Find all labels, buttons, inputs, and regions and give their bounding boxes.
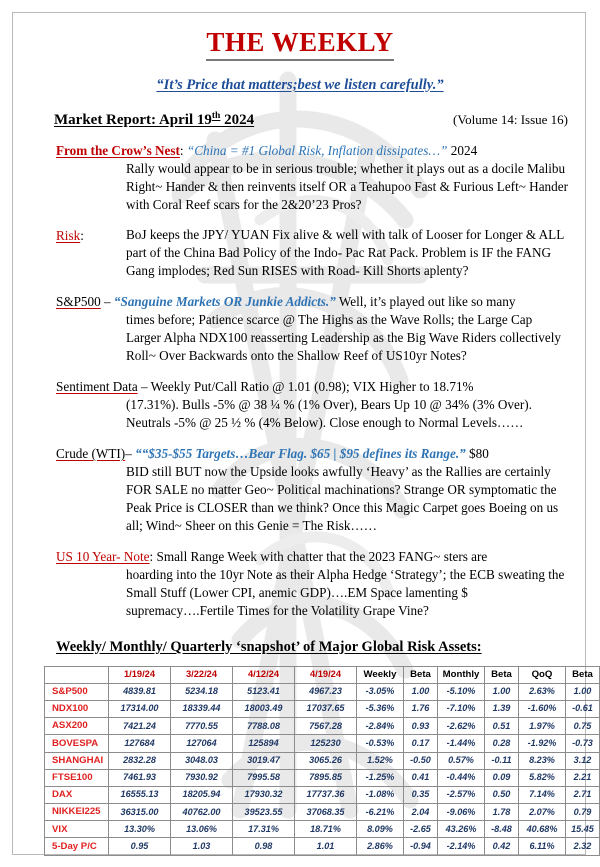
section-body: Rally would appear to be in serious trouble; whether it plays out as a docile Malibu Right~ Hander & then reinvents itself OR a Teahupoo Fast & Furious Left~ Hander with Coral Reef scars for the 2&20’23 Pros? — [126, 160, 568, 212]
table-cell-value: 13.30% — [109, 821, 171, 838]
table-cell-value: 0.98 — [233, 838, 295, 855]
table-row-label: ASX200 — [45, 718, 109, 735]
table-cell-value: 125230 — [295, 735, 357, 752]
section-separator: – — [125, 445, 136, 461]
table-row — [45, 735, 600, 752]
table-cell-value: 5123.41 — [233, 683, 295, 700]
masthead — [26, 28, 574, 61]
table-row-label: NIKKEI225 — [45, 804, 109, 821]
table-header-row — [45, 666, 600, 683]
table-cell-value: -0.53% — [357, 735, 404, 752]
table-cell-value: 0.42 — [485, 838, 519, 855]
table-cell-value: 17.31% — [233, 821, 295, 838]
table-row-label: S&P500 — [45, 683, 109, 700]
table-row-label: VIX — [45, 821, 109, 838]
report-title-ordinal: th — [211, 110, 221, 121]
table-header-date: 3/22/24 — [171, 666, 233, 683]
table-cell-value: 2.04 — [404, 804, 438, 821]
table-cell-value: 3048.03 — [171, 752, 233, 769]
table-cell-value: 1.76 — [404, 700, 438, 717]
section-quote: “Sanguine Markets OR Junkie Addicts.” — [113, 294, 336, 310]
section-lead-tail: Weekly Put/Call Ratio @ 1.01 (0.98); VIX Higher to 18.71% — [150, 379, 474, 395]
table-cell-value: 17737.36 — [295, 786, 357, 803]
table-cell-value: 2832.28 — [109, 752, 171, 769]
section-risk — [26, 227, 574, 281]
table-cell-value: 1.00 — [485, 683, 519, 700]
table-row — [45, 752, 600, 769]
table-cell-value: 7930.92 — [171, 769, 233, 786]
table-cell-value: 2.21 — [566, 769, 600, 786]
section-separator: : — [179, 142, 187, 158]
table-row — [45, 769, 600, 786]
table-cell-value: 15.45 — [566, 821, 600, 838]
table-cell-value: 125894 — [233, 735, 295, 752]
table-cell-value: 0.51 — [485, 718, 519, 735]
section-body: hoarding into the 10yr Note as their Alpha Hedge ‘Strategy’; the ECB sweating the Small Stuff (Lower CPI, anemic GDP)….EM Space lamenting $ supremacy….Fertile Times for the Volatility Grape Vine? — [126, 566, 565, 618]
report-title-prefix: Market Report: April 19 — [54, 111, 212, 128]
section-separator: : — [149, 548, 157, 564]
table-cell-value: -2.57% — [438, 786, 485, 803]
snapshot-table-title: Weekly/ Monthly/ Quarterly ‘snapshot’ of Major Global Risk Assets: — [56, 638, 482, 655]
table-row — [45, 838, 600, 855]
table-cell-value: 0.09 — [485, 769, 519, 786]
section-lead-tail: $80 — [465, 445, 489, 461]
table-cell-value: 0.79 — [566, 804, 600, 821]
table-cell-value: 1.52% — [357, 752, 404, 769]
section-lead-tail: Well, it’s played out like so many — [335, 294, 516, 310]
section-lead-tail: Small Range Week with chatter that the 2023 FANG~ sters are — [156, 548, 488, 564]
section-heading-crude: Crude (WTI) — [56, 445, 126, 461]
table-cell-value: -2.65 — [404, 821, 438, 838]
table-header-metric: Beta — [566, 666, 600, 683]
table-row — [45, 683, 600, 700]
table-cell-value: 18205.94 — [171, 786, 233, 803]
table-cell-value: -1.25% — [357, 769, 404, 786]
table-body — [45, 683, 600, 855]
section-body: BID still BUT now the Upside looks awfully ‘Heavy’ as the Rallies are certainly FOR SALE no matter Geo~ Political machinations? Strange OR symptomatic the Peak Price is CLOSER than we think? Once this Magic Carpet goes Boeing on us all; Wind~ Sheer on this Genie = The Risk…… — [126, 463, 559, 533]
table-cell-value: 2.63% — [519, 683, 566, 700]
table-cell-value: 7995.58 — [233, 769, 295, 786]
table-cell-value: 8.09% — [357, 821, 404, 838]
table-cell-value: -1.08% — [357, 786, 404, 803]
section-body: BoJ keeps the JPY/ YUAN Fix alive & well with talk of Looser for Longer & ALL part of the China Bad Policy of the Indo- Pac Rat Pack. Problem is IF the FANG Gang implodes; Red Sun RISES with Road- Kill Shorts aplenty? — [126, 227, 564, 279]
section-quote: ““$35-$55 Targets…Bear Flag. $65 | $95 defines its Range.” — [135, 445, 466, 461]
table-head — [45, 666, 600, 683]
table-cell-value: -5.36% — [357, 700, 404, 717]
table-cell-value: 1.78 — [485, 804, 519, 821]
table-cell-value: -2.14% — [438, 838, 485, 855]
table-cell-value: 1.03 — [171, 838, 233, 855]
table-cell-value: 0.28 — [485, 735, 519, 752]
section-separator: – — [100, 294, 114, 310]
table-cell-value: 1.00 — [404, 683, 438, 700]
table-cell-value: 3.12 — [566, 752, 600, 769]
table-cell-value: 6.11% — [519, 838, 566, 855]
table-header-metric: Monthly — [438, 666, 485, 683]
section-lead — [56, 378, 570, 396]
section-lead — [56, 142, 570, 160]
section-sentiment — [26, 378, 574, 432]
table-row-label: 5-Day P/C — [45, 838, 109, 855]
table-cell-value: 0.57% — [438, 752, 485, 769]
table-cell-value: -3.05% — [357, 683, 404, 700]
table-cell-value: 0.95 — [109, 838, 171, 855]
table-cell-value: 1.97% — [519, 718, 566, 735]
table-cell-value: -1.44% — [438, 735, 485, 752]
table-cell-value: 7788.08 — [233, 718, 295, 735]
table-cell-value: -2.84% — [357, 718, 404, 735]
report-title-suffix: 2024 — [220, 111, 255, 128]
table-cell-value: 2.71 — [566, 786, 600, 803]
table-cell-value: 18339.44 — [171, 700, 233, 717]
table-cell-value: 127064 — [171, 735, 233, 752]
section-heading-us10y: US 10 Year- Note — [56, 548, 150, 564]
section-quote: “China = #1 Global Risk, Inflation dissipates…” — [186, 142, 448, 158]
table-row — [45, 786, 600, 803]
volume-issue: (Volume 14: Issue 16) — [453, 111, 568, 127]
table-cell-value: 40.68% — [519, 821, 566, 838]
table-header-metric: Beta — [485, 666, 519, 683]
table-row-label: FTSE100 — [45, 769, 109, 786]
section-heading-risk: Risk — [56, 227, 81, 243]
table-row — [45, 700, 600, 717]
table-cell-value: -0.50 — [404, 752, 438, 769]
table-cell-value: -6.21% — [357, 804, 404, 821]
table-cell-value: 0.17 — [404, 735, 438, 752]
table-cell-value: 5.82% — [519, 769, 566, 786]
section-lead-tail: 2024 — [447, 142, 478, 158]
table-cell-value: 7461.93 — [109, 769, 171, 786]
table-cell-value: 4839.81 — [109, 683, 171, 700]
table-cell-value: 7895.85 — [295, 769, 357, 786]
section-body: (17.31%). Bulls -5% @ 38 ¼ % (1% Over), Bears Up 10 @ 34% (3% Over). Neutrals -5% @ 25 ½ % (4% Below). Close enough to Normal Levels…… — [126, 397, 532, 431]
table-cell-value: 43.26% — [438, 821, 485, 838]
table-cell-value: 1.01 — [295, 838, 357, 855]
table-cell-value: 0.50 — [485, 786, 519, 803]
document-content — [0, 28, 600, 856]
table-cell-value: -0.73 — [566, 735, 600, 752]
table-cell-value: -0.94 — [404, 838, 438, 855]
section-us10y — [26, 548, 574, 620]
table-cell-value: 7567.28 — [295, 718, 357, 735]
snapshot-table — [44, 666, 600, 856]
table-cell-value: -1.60% — [519, 700, 566, 717]
table-header-metric: Weekly — [357, 666, 404, 683]
report-title — [54, 111, 254, 129]
table-cell-value: 40762.00 — [171, 804, 233, 821]
table-cell-value: 18.71% — [295, 821, 357, 838]
table-cell-value: -1.92% — [519, 735, 566, 752]
table-cell-value: 0.93 — [404, 718, 438, 735]
tagline-container — [26, 76, 574, 94]
table-header-corner — [45, 666, 109, 683]
table-row-label: SHANGHAI — [45, 752, 109, 769]
table-cell-value: 7.14% — [519, 786, 566, 803]
table-header-date: 1/19/24 — [109, 666, 171, 683]
table-cell-value: 4967.23 — [295, 683, 357, 700]
section-separator: – — [137, 379, 151, 395]
table-header-metric: QoQ — [519, 666, 566, 683]
tagline: “It’s Price that matters;best we listen carefully.” — [156, 76, 444, 93]
table-cell-value: -0.11 — [485, 752, 519, 769]
section-heading-spx: S&P500 — [56, 294, 101, 310]
table-cell-value: 2.32 — [566, 838, 600, 855]
table-title-container — [26, 638, 574, 656]
table-cell-value: 127684 — [109, 735, 171, 752]
table-row-label: BOVESPA — [45, 735, 109, 752]
table-cell-value: 8.23% — [519, 752, 566, 769]
table-cell-value: 0.35 — [404, 786, 438, 803]
section-lead — [56, 293, 570, 311]
table-cell-value: 1.00 — [566, 683, 600, 700]
snapshot-table-wrapper — [26, 666, 594, 856]
table-cell-value: 16555.13 — [109, 786, 171, 803]
table-cell-value: -0.61 — [566, 700, 600, 717]
table-header-date: 4/12/24 — [233, 666, 295, 683]
report-header-row — [26, 111, 574, 129]
section-crows-nest — [26, 142, 574, 214]
table-cell-value: -9.06% — [438, 804, 485, 821]
section-body: times before; Patience scarce @ The Highs as the Wave Rolls; the Large Cap Larger Alpha NDX100 reasserting Leadership as the Big Wave Riders collectively Roll~ Over Backwards onto the Shallow Reef of US10yr Notes? — [126, 312, 561, 364]
table-cell-value: 0.75 — [566, 718, 600, 735]
table-cell-value: -5.10% — [438, 683, 485, 700]
table-cell-value: 7770.55 — [171, 718, 233, 735]
section-lead — [56, 445, 570, 463]
section-separator: : — [80, 227, 84, 243]
table-cell-value: -2.62% — [438, 718, 485, 735]
table-cell-value: 36315.00 — [109, 804, 171, 821]
table-cell-value: 13.06% — [171, 821, 233, 838]
table-cell-value: 18003.49 — [233, 700, 295, 717]
section-spx — [26, 293, 574, 365]
section-crude — [26, 445, 574, 535]
table-cell-value: 3065.26 — [295, 752, 357, 769]
table-row-label: DAX — [45, 786, 109, 803]
section-heading-crows-nest: From the Crow’s Nest — [56, 142, 180, 158]
table-row-label: NDX100 — [45, 700, 109, 717]
section-heading-sentiment: Sentiment Data — [56, 379, 138, 395]
table-cell-value: 7421.24 — [109, 718, 171, 735]
table-cell-value: 37068.35 — [295, 804, 357, 821]
table-cell-value: -8.48 — [485, 821, 519, 838]
table-cell-value: -7.10% — [438, 700, 485, 717]
table-cell-value: -0.44% — [438, 769, 485, 786]
table-cell-value: 5234.18 — [171, 683, 233, 700]
table-cell-value: 17930.32 — [233, 786, 295, 803]
table-row — [45, 718, 600, 735]
table-cell-value: 2.86% — [357, 838, 404, 855]
table-cell-value: 17314.00 — [109, 700, 171, 717]
table-header-date: 4/19/24 — [295, 666, 357, 683]
table-cell-value: 1.39 — [485, 700, 519, 717]
table-row — [45, 821, 600, 838]
table-cell-value: 39523.55 — [233, 804, 295, 821]
table-header-metric: Beta — [404, 666, 438, 683]
table-cell-value: 17037.65 — [295, 700, 357, 717]
table-cell-value: 2.07% — [519, 804, 566, 821]
table-cell-value: 3019.47 — [233, 752, 295, 769]
table-cell-value: 0.41 — [404, 769, 438, 786]
table-row — [45, 804, 600, 821]
page-title: THE WEEKLY — [206, 28, 393, 61]
section-lead — [56, 548, 570, 566]
